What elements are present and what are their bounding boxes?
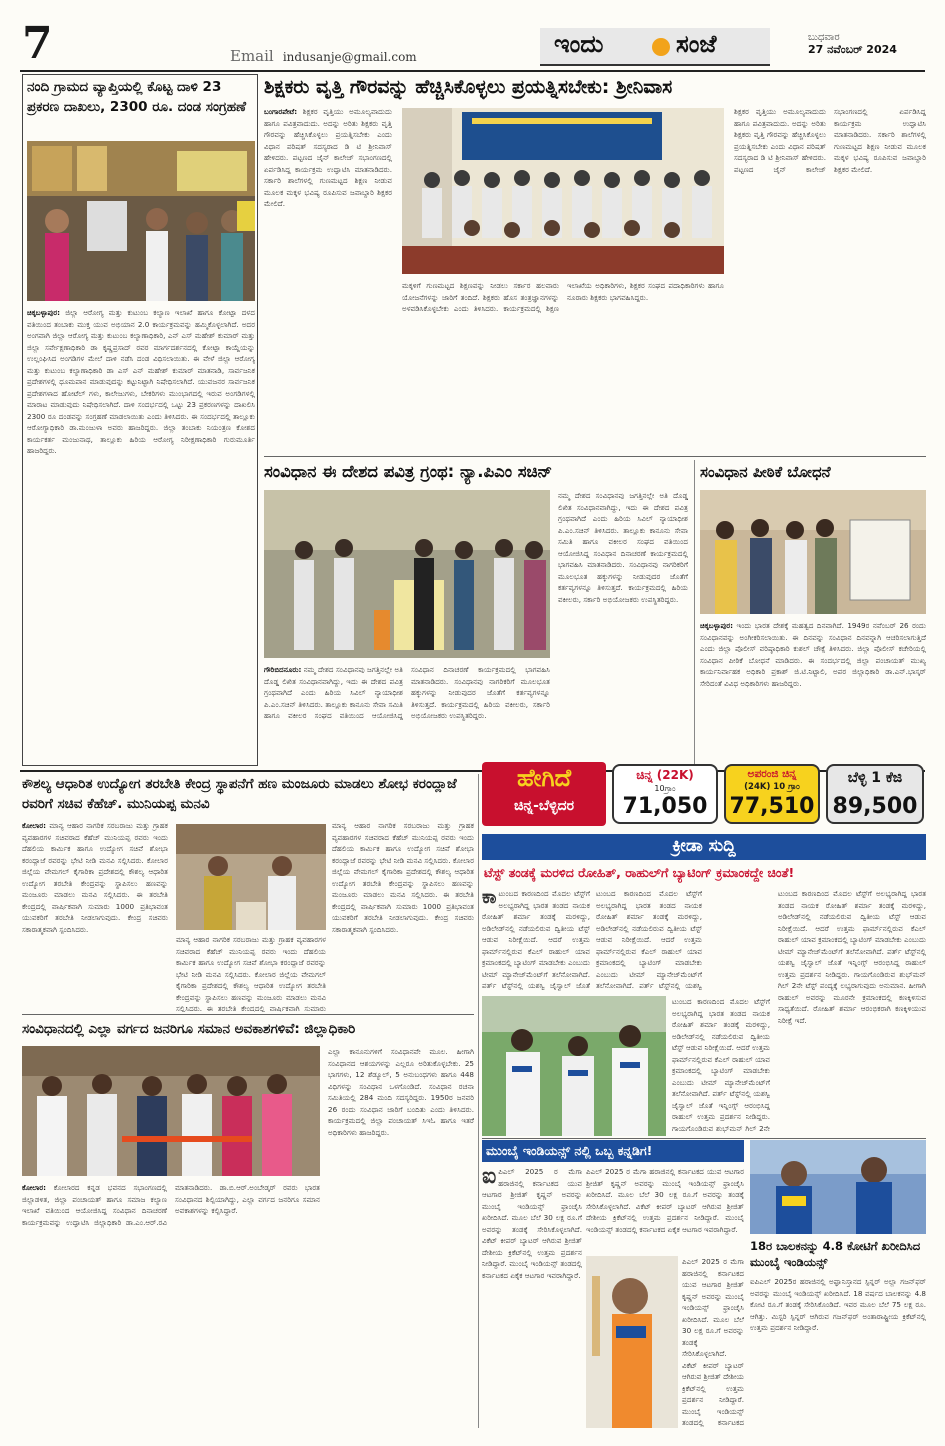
story-constitution-text: ನಮ್ಮ ದೇಶದ ಸಂವಿಧಾನವು ಜಗತ್ತಿನಲ್ಲೇ ಅತಿ ದೊಡ್ಡ ಲಿಖಿತ ಸಂವಿಧಾನವಾಗಿದ್ದು, ಇದು ಈ ದೇಶದ ಪವಿತ್ರ ಗ್ರಂಥವಾಗಿದೆ ಎಂದು ಹಿರಿಯ ಸಿವಿಲ್ ನ್ಯಾಯಾಧೀಶ ಪಿ.ಎಂ.ಸಚಿನ್ ತಿಳಿಸಿದರು. ತಾಲ್ಲೂಕು ಕಾನೂನು ಸೇವಾ ಸಮಿತಿ ಹಾಗೂ ವಕೀಲರ ಸಂಘದ ವತಿಯಿಂದ ಆಯೋಜಿಸಿದ್ದ ಸಂವಿಧಾನ ದಿನಾಚರಣೆ ಕಾರ್ಯಕ್ರಮದಲ್ಲಿ ಭಾಗವಹಿಸಿ ಮಾತನಾಡಿದರು. ಸಂವಿಧಾನವು ನಾಗರಿಕರಿಗೆ ಮೂಲಭೂತ ಹಕ್ಕುಗಳನ್ನು ನೀಡುವುದರ ಜೊತೆಗೆ ಕರ್ತವ್ಯಗಳನ್ನೂ ತಿಳಿಸುತ್ತದೆ. ಕಾರ್ಯಕ್ರಮದಲ್ಲಿ ಹಿರಿಯ ವಕೀಲರು, ಸರ್ಕಾರಿ ಅಭಿಯೋಜಕರು ಉಪಸ್ಥಿತರಿದ್ದರು. xyxy=(264,665,550,720)
allah-headline[interactable]: 18ರ ಬಾಲಕನನ್ನು 4.8 ಕೋಟಿಗೆ ಖರೀದಿಸಿದ ಮುಂಬೈ ಇಂಡಿಯನ್ಸ್ xyxy=(750,1239,921,1269)
gold24-box xyxy=(724,764,820,824)
story-constitution-headline[interactable]: ಸಂವಿಧಾನ ಈ ದೇಶದ ಪವಿತ್ರ ಗ್ರಂಥ: ನ್ಯಾ.ಪಿಎಂ ಸಚಿನ್ xyxy=(264,462,553,481)
story-equal-col1 xyxy=(22,1182,320,1426)
story-teachers xyxy=(264,74,926,454)
story-constitution-col2 xyxy=(558,490,688,764)
story-preamble-text: ಇಂದು ಭಾರತ ದೇಶಕ್ಕೆ ಮಹತ್ವದ ದಿನವಾಗಿದೆ. 1949ರ ನವೆಂಬರ್ 26 ರಂದು ಸಂವಿಧಾನವನ್ನು ಅಂಗೀಕರಿಸಲಾಯಿತು. ಈ ದಿನವನ್ನು ಸಂವಿಧಾನ ದಿನವನ್ನಾಗಿ ಆಚರಿಸಲಾಗುತ್ತಿದೆ ಎಂದು ಜಿಲ್ಲಾ ಪೊಲೀಸ್ ವರಿಷ್ಠಾಧಿಕಾರಿ ಕುಶಲ್ ಚೌಕ್ಸೆ ತಿಳಿಸಿದರು. ಜಿಲ್ಲಾ ಪೊಲೀಸ್ ಕಚೇರಿಯಲ್ಲಿ ಸಂವಿಧಾನ ಪೀಠಿಕೆ ಬೋಧನೆ ಮಾಡಿದರು. ಈ ಸಂದರ್ಭದಲ್ಲಿ ಜಿಲ್ಲಾ ಪಂಚಾಯತ್ ಮುಖ್ಯ ಕಾರ್ಯನಿರ್ವಾಹಕ ಅಧಿಕಾರಿ ಪ್ರಕಾಶ್ ಜಿ.ಟಿ.ನಿಟ್ಟಾಲಿ, ಅಪರ ಜಿಲ್ಲಾಧಿಕಾರಿ ಡಾ.ಎನ್.ಭಾಸ್ಕರ್ ಸೇರಿದಂತೆ ವಿವಿಧ ಅಧಿಕಾರಿಗಳು ಹಾಜರಿದ್ದರು. xyxy=(700,621,926,688)
gold-title-top: ಹೇಗಿದೆ xyxy=(516,764,572,792)
story-skill-text: ಮಾನ್ಯ ಆಹಾರ ನಾಗರಿಕ ಸರಬರಾಜು ಮತ್ತು ಗ್ರಾಹಕ ವ್ಯವಹಾರಗಳ ಸಚಿವರಾದ ಕೆಹೆಚ್ ಮುನಿಯಪ್ಪ ರವರು ಇಂದು ದೆಹಲಿಯ ಕಾರ್ಮಿಕ ಹಾಗೂ ಉದ್ಯೋಗ ಸಚಿವೆ ಶೋಭಾ ಕರಂದ್ಲಾಜೆ ರವರನ್ನು ಭೇಟಿ ನೀಡಿ ಮನವಿ ಸಲ್ಲಿಸಿದರು. ಕೋಲಾರ ಜಿಲ್ಲೆಯ ವೇಮಗಲ್ ಕೈಗಾರಿಕಾ ಪ್ರದೇಶದಲ್ಲಿ ಕೌಶಲ್ಯ ಆಧಾರಿತ ಉದ್ಯೋಗ ತರಬೇತಿ ಕೇಂದ್ರವನ್ನು ಸ್ಥಾಪಿಸಲು ಹಣವನ್ನು ಮಂಜೂರು ಮಾಡಲು ಮನವಿ ಸಲ್ಲಿಸಿದರು. ಈ ತರಬೇತಿ ಕೇಂದ್ರದಲ್ಲಿ ವಾರ್ಷಿಕವಾಗಿ ಸುಮಾರು 1000 ಪ್ರತಿಭಾವಂತ ಯುವಕರಿಗೆ ತರಬೇತಿ ನೀಡಲಾಗುವುದು. ಕೇಂದ್ರ ಸಚಿವರು ಸಕಾರಾತ್ಮಕವಾಗಿ ಸ್ಪಂದಿಸಿದರು. xyxy=(22,821,168,934)
gold-rates xyxy=(482,762,926,828)
story-teachers-text-1: ಶಿಕ್ಷಕರ ವೃತ್ತಿಯು ಅಮೂಲ್ಯವಾದುದು ಹಾಗೂ ಪವಿತ್ರವಾದುದು. ಅದನ್ನು ಅರಿತು ಶಿಕ್ಷಕರು ವೃತ್ತಿ ಗೌರವನ್ನು ಹೆಚ್ಚಿಸಿಕೊಳ್ಳಲು ಪ್ರಯತ್ನಿಸಬೇಕು ಎಂದು ವಿಧಾನ ಪರಿಷತ್ ಸದಸ್ಯರಾದ ಡಿ ಟಿ ಶ್ರೀನಿವಾಸ್ ಹೇಳಿದರು. ಪಟ್ಟಣದ ಜೈನ್ ಕಾಲೇಜ್ ಸಭಾಂಗಣದಲ್ಲಿ ಏರ್ಪಡಿಸಿದ್ದ ಕಾರ್ಯಕ್ರಮ ಉದ್ಘಾಟಿಸಿ ಮಾತನಾಡಿದರು. ಸರ್ಕಾರಿ ಶಾಲೆಗಳಲ್ಲಿ ಗುಣಮಟ್ಟದ ಶಿಕ್ಷಣ ನೀಡುವ ಮೂಲಕ ಮಕ್ಕಳ ಭವಿಷ್ಯ ರೂಪಿಸುವ ಜವಾಬ್ದಾರಿ ಶಿಕ್ಷಕರ ಮೇಲಿದೆ. xyxy=(264,107,392,208)
story-fine-text: ಜಿಲ್ಲಾ ಆರೋಗ್ಯ ಮತ್ತು ಕುಟುಂಬ ಕಲ್ಯಾಣ ಇಲಾಖೆ ಹಾಗೂ ಕೋಟ್ಪಾ ದಳದ ವತಿಯಿಂದ ತಂಬಾಕು ಮುಕ್ತ ಯುವ ಅಭಿಯಾನ 2.0 ಕಾರ್ಯಕ್ರಮವನ್ನು ಹಮ್ಮಿಕೊಳ್ಳಲಾಗಿದೆ. ಅದರ ಅಂಗವಾಗಿ ಜಿಲ್ಲಾ ಆರೋಗ್ಯ ಮತ್ತು ಕುಟುಂಬ ಕಲ್ಯಾಣಾಧಿಕಾರಿ, ಎನ್ ಎಸ್ ಮಹೇಶ್ ಕುಮಾರ್ ಮತ್ತು ಜಿಲ್ಲಾ ಸರ್ವೇಕ್ಷಣಾಧಿಕಾರಿ ಡಾ ಕೃಷ್ಣಪ್ರಸಾದ್ ರವರ ಮಾರ್ಗದರ್ಶನದಲ್ಲಿ ಕೋಟ್ಪಾ ಕಾಯ್ದೆಯನ್ನು ಉಲ್ಲಂಘಿಸಿದ ಅಂಗಡಿಗಳ ಮೇಲೆ ದಾಳಿ ನಡೆಸಿ ದಂಡ ವಿಧಿಸಲಾಯಿತು. ಈ ವೇಳೆ ಜಿಲ್ಲಾ ಆರೋಗ್ಯ ಮತ್ತು ಕುಟುಂಬ ಕಲ್ಯಾಣಾಧಿಕಾರಿ ಡಾ ಎಸ್ ಎನ್ ಮಹೇಶ್ ಕುಮಾರ್ ಮಾತನಾಡಿ, ಸಾರ್ವಜನಿಕ ಪ್ರದೇಶಗಳಲ್ಲಿ ಧೂಮಪಾನ ಮಾಡುವುದನ್ನು ಕಟ್ಟುನಿಟ್ಟಾಗಿ ನಿಷೇಧಿಸಲಾಗಿದೆ. ಯುವಜನರ ಸಾರ್ವಜನಿಕ ಪ್ರದೇಶಗಳಾದ ಹೋಟೆಲ್ ಗಳು, ಕಾಲೇಜುಗಳು, ಬೇಕರಿಗಳು ಮುಂಭಾಗದಲ್ಲಿ ಇರುವ ಅಂಗಡಿಗಳಲ್ಲಿ ಮಾರಾಟ ಮಾಡುವುದು ನಿಷೇಧಿಸಲಾಗಿದೆ. ದಾಳಿ ಸಂದರ್ಭದಲ್ಲಿ ಒಟ್ಟು 23 ಪ್ರಕರಣಗಳನ್ನು ದಾಖಲಿಸಿ 2300 ರೂ ದಂಡವನ್ನು ಸಂಗ್ರಹಣೆ ಮಾಡಲಾಯಿತು ಎಂದು ತಿಳಿಸಿದರು. ಈ ಸಂದರ್ಭದಲ್ಲಿ ತಾಲ್ಲೂಕು ಆರೋಗ್ಯಾಧಿಕಾರಿ ಡಾ.ಮಂಜುಳಾ ಅವರು ಹಾಜರಿದ್ದರು. ಜಿಲ್ಲಾ ತಂಬಾಕು ನಿಯಂತ್ರಣ ಕೋಶದ ಕಾರ್ಯಕರ್ತ ಮಂಜುನಾಥ, ತಾಲ್ಲೂಕು ಹಿರಿಯ ಆರೋಗ್ಯ ನಿರೀಕ್ಷಣಾಧಿಕಾರಿ ಗುರುಮೂರ್ತಿ ಹಾಜರಿದ್ದರು. xyxy=(27,308,255,455)
sports-col1 xyxy=(482,888,590,992)
sports-section xyxy=(482,834,926,1138)
story-mumbai xyxy=(482,1140,744,1430)
story-equal-text-2: ಎಲ್ಲಾ ಕಾನೂನುಗಳಿಗೆ ಸಂವಿಧಾನವೇ ಮೂಲ. ಹೀಗಾಗಿ ಸಂವಿಧಾನದ ಆಶಯಗಳನ್ನು ಎಲ್ಲರೂ ಅರಿತುಕೊಳ್ಳಬೇಕು. 25 ಭಾಗಗಳು, 12 ಶೆಡ್ಯೂಲ್, 5 ಅನುಬಂಧಗಳು ಹಾಗೂ 448 ವಿಧಿಗಳನ್ನು ಸಂವಿಧಾನ ಒಳಗೊಂಡಿದೆ. ಸಂವಿಧಾನ ರಚನಾ ಸಮಿತಿಯಲ್ಲಿ 284 ಮಂದಿ ಸದಸ್ಯರಿದ್ದರು. 1950ರ ಜನವರಿ 26 ರಂದು ಸಂವಿಧಾನ ಜಾರಿಗೆ ಬಂದಿತು ಎಂದು ತಿಳಿಸಿದರು. ಕಾರ್ಯಕ್ರಮದಲ್ಲಿ ಜಿಲ್ಲಾ ಪಂಚಾಯತ್ ಸಿಇಓ ಹಾಗೂ ಇತರೆ ಅಧಿಕಾರಿಗಳು ಹಾಜರಿದ್ದರು. xyxy=(328,1047,474,1137)
silver-box xyxy=(826,764,924,824)
story-preamble-photo xyxy=(700,490,926,614)
story-teachers-photo xyxy=(402,108,724,274)
sports-text-3: ಟುಂಬದ ಕಾರಣದಿಂದ ಮೊದಲ ಟೆಸ್ಟ್‌ಗೆ ಅಲಭ್ಯರಾಗಿದ್ದ ಭಾರತ ತಂಡದ ನಾಯಕ ರೋಹಿತ್ ಶರ್ಮಾ ತಂಡಕ್ಕೆ ಮರಳಿದ್ದು, ಅಡಿಲೇಡ್‌ನಲ್ಲಿ ನಡೆಯಲಿರುವ ದ್ವಿತೀಯ ಟೆಸ್ಟ್ ಆಡುವ ನಿರೀಕ್ಷೆಯಿದೆ. ಆದರೆ ಉತ್ತಮ ಫಾರ್ಮ್‌ನಲ್ಲಿರುವ ಕೆಎಲ್ ರಾಹುಲ್ ಯಾವ ಕ್ರಮಾಂಕದಲ್ಲಿ ಬ್ಯಾಟಿಂಗ್ ಮಾಡಬೇಕು ಎಂಬುದು ಟೀಮ್ ಮ್ಯಾನೇಜ್‌ಮೆಂಟ್‌ಗೆ ತಲೆನೋವಾಗಿದೆ. ಪರ್ತ್ ಟೆಸ್ಟ್‌ನಲ್ಲಿ ಯಶಸ್ವಿ ಜೈಸ್ವಾಲ್ ಜೊತೆ ಇನ್ನಿಂಗ್ಸ್ ಆರಂಭಿಸಿದ್ದ ರಾಹುಲ್ ಉತ್ತಮ ಪ್ರದರ್ಶನ ನೀಡಿದ್ದರು. ಗಾಯಗೊಂಡಿರುವ ಶುಭ್‌ಮನ್ ಗಿಲ್ 2ನೇ xyxy=(672,997,770,1133)
sports-col4 xyxy=(778,888,926,1136)
ribbon-cutting-photo xyxy=(22,1046,320,1176)
story-skill-text-2: ಮಾನ್ಯ ಆಹಾರ ನಾಗರಿಕ ಸರಬರಾಜು ಮತ್ತು ಗ್ರಾಹಕ ವ್ಯವಹಾರಗಳ ಸಚಿವರಾದ ಕೆಹೆಚ್ ಮುನಿಯಪ್ಪ ರವರು ಇಂದು ದೆಹಲಿಯ ಕಾರ್ಮಿಕ ಹಾಗೂ ಉದ್ಯೋಗ ಸಚಿವೆ ಶೋಭಾ ಕರಂದ್ಲಾಜೆ ರವರನ್ನು ಭೇಟಿ ನೀಡಿ ಮನವಿ ಸಲ್ಲಿಸಿದರು. ಕೋಲಾರ ಜಿಲ್ಲೆಯ ವೇಮಗಲ್ ಕೈಗಾರಿಕಾ ಪ್ರದೇಶದಲ್ಲಿ ಕೌಶಲ್ಯ ಆಧಾರಿತ ಉದ್ಯೋಗ ತರಬೇತಿ ಕೇಂದ್ರವನ್ನು ಸ್ಥಾಪಿಸಲು ಹಣವನ್ನು ಮಂಜೂರು ಮಾಡಲು ಮನವಿ ಸಲ್ಲಿಸಿದರು. ಈ ತರಬೇತಿ ಕೇಂದ್ರದಲ್ಲಿ ವಾರ್ಷಿಕವಾಗಿ ಸುಮಾರು xyxy=(176,935,326,1012)
story-allah xyxy=(750,1140,926,1430)
mumbai-col2 xyxy=(586,1166,744,1254)
dateline-block xyxy=(808,32,897,57)
gold24-value: 77,510 xyxy=(729,794,815,819)
mumbai-col1 xyxy=(482,1166,582,1428)
mumbai-col3 xyxy=(682,1256,744,1428)
story-teachers-text-2: ಮಕ್ಕಳಿಗೆ ಗುಣಮಟ್ಟದ ಶಿಕ್ಷಣವನ್ನು ನೀಡಲು ಸರ್ಕಾರ ಹಲವಾರು ಯೋಜನೆಗಳನ್ನು ಜಾರಿಗೆ ತಂದಿದೆ. ಶಿಕ್ಷಕರು ಹೊಸ ತಂತ್ರಜ್ಞಾನಗಳನ್ನು ಅಳವಡಿಸಿಕೊಳ್ಳಬೇಕು ಎಂದು ತಿಳಿಸಿದರು. ಕಾರ್ಯಕ್ರಮದಲ್ಲಿ ಶಿಕ್ಷಣ ಇಲಾಖೆಯ ಅಧಿಕಾರಿಗಳು, ಶಿಕ್ಷಕರ ಸಂಘದ ಪದಾಧಿಕಾರಿಗಳು ಹಾಗೂ ನೂರಾರು ಶಿಕ್ಷಕರು ಭಾಗವಹಿಸಿದ್ದರು. xyxy=(402,281,724,313)
story-teachers-text-3: ಶಿಕ್ಷಕರ ವೃತ್ತಿಯು ಅಮೂಲ್ಯವಾದುದು ಹಾಗೂ ಪವಿತ್ರವಾದುದು. ಅದನ್ನು ಅರಿತು ಶಿಕ್ಷಕರು ವೃತ್ತಿ ಗೌರವನ್ನು ಹೆಚ್ಚಿಸಿಕೊಳ್ಳಲು ಪ್ರಯತ್ನಿಸಬೇಕು ಎಂದು ವಿಧಾನ ಪರಿಷತ್ ಸದಸ್ಯರಾದ ಡಿ ಟಿ ಶ್ರೀನಿವಾಸ್ ಹೇಳಿದರು. ಪಟ್ಟಣದ ಜೈನ್ ಕಾಲೇಜ್ ಸಭಾಂಗಣದಲ್ಲಿ ಏರ್ಪಡಿಸಿದ್ದ ಕಾರ್ಯಕ್ರಮ ಉದ್ಘಾಟಿಸಿ ಮಾತನಾಡಿದರು. ಸರ್ಕಾರಿ ಶಾಲೆಗಳಲ್ಲಿ ಗುಣಮಟ್ಟದ ಶಿಕ್ಷಣ ನೀಡುವ ಮೂಲಕ ಮಕ್ಕಳ ಭವಿಷ್ಯ ರೂಪಿಸುವ ಜವಾಬ್ದಾರಿ ಶಿಕ್ಷಕರ ಮೇಲಿದೆ. xyxy=(734,107,926,174)
divider-teachers xyxy=(264,456,926,457)
gold22-unit: 10ಗ್ರಾಂ xyxy=(654,784,676,793)
gold24-label: ಅಪರಂಜಿ ಚಿನ್ನ xyxy=(747,768,797,780)
story-constitution-text-2: ನಮ್ಮ ದೇಶದ ಸಂವಿಧಾನವು ಜಗತ್ತಿನಲ್ಲೇ ಅತಿ ದೊಡ್ಡ ಲಿಖಿತ ಸಂವಿಧಾನವಾಗಿದ್ದು, ಇದು ಈ ದೇಶದ ಪವಿತ್ರ ಗ್ರಂಥವಾಗಿದೆ ಎಂದು ಹಿರಿಯ ಸಿವಿಲ್ ನ್ಯಾಯಾಧೀಶ ಪಿ.ಎಂ.ಸಚಿನ್ ತಿಳಿಸಿದರು. ತಾಲ್ಲೂಕು ಕಾನೂನು ಸೇವಾ ಸಮಿತಿ ಹಾಗೂ ವಕೀಲರ ಸಂಘದ ವತಿಯಿಂದ ಆಯೋಜಿಸಿದ್ದ ಸಂವಿಧಾನ ದಿನಾಚರಣೆ ಕಾರ್ಯಕ್ರಮದಲ್ಲಿ ಭಾಗವಹಿಸಿ ಮಾತನಾಡಿದರು. ಸಂವಿಧಾನವು ನಾಗರಿಕರಿಗೆ ಮೂಲಭೂತ ಹಕ್ಕುಗಳನ್ನು ನೀಡುವುದರ ಜೊತೆಗೆ ಕರ್ತವ್ಯಗಳನ್ನೂ ತಿಳಿಸುತ್ತದೆ. ಕಾರ್ಯಕ್ರಮದಲ್ಲಿ ಹಿರಿಯ ವಕೀಲರು, ಸರ್ಕಾರಿ ಅಭಿಯೋಜಕರು ಉಪಸ್ಥಿತರಿದ್ದರು. xyxy=(558,491,688,604)
silver-value: 89,500 xyxy=(832,794,918,819)
story-fine-body xyxy=(27,307,255,763)
story-skill-photo xyxy=(176,824,326,930)
story-preamble xyxy=(700,460,926,766)
email-label: Email xyxy=(230,47,274,65)
sports-section-title: ಕ್ರೀಡಾ ಸುದ್ದಿ xyxy=(672,836,736,856)
sports-headline[interactable]: ಟೆಸ್ಟ್ ತಂಡಕ್ಕೆ ಮರಳಿದ ರೋಹಿತ್, ರಾಹುಲ್‌ಗೆ ಬ್ಯಾಟಿಂಗ್ ಕ್ರಮಾಂಕದ್ದೇ ಚಿಂತೆ! xyxy=(484,865,795,880)
constitution-event-photo xyxy=(264,490,550,658)
mi-players-photo xyxy=(750,1140,926,1234)
story-equal-headline[interactable]: ಸಂವಿಧಾನದಲ್ಲಿ ಎಲ್ಲಾ ವರ್ಗದ ಜನರಿಗೂ ಸಮಾನ ಅವಕಾಶಗಳಿವೆ: ಜಿಲ್ಲಾಧಿಕಾರಿ xyxy=(22,1021,356,1037)
masthead-rule xyxy=(20,70,925,72)
story-equal-dateline: ಕೋಲಾರ: xyxy=(22,1183,47,1192)
divider-sports xyxy=(482,1138,926,1139)
story-constitution-dateline: ಗೌರಿಬಿದನೂರು: xyxy=(264,665,302,674)
sports-col3 xyxy=(672,996,770,1136)
logo-left: ಇಂದು xyxy=(554,30,604,58)
cricket-team-photo xyxy=(482,996,666,1136)
mumbai-text-2: ಪಿಎಲ್ 2025 ರ ಮೆಗಾ ಹರಾಜಿನಲ್ಲಿ ಕರ್ನಾಟಕದ ಯುವ ಆಟಗಾರ ಶ್ರೀಜಿತ್ ಕೃಷ್ಣನ್ ಅವರನ್ನು ಮುಂಬೈ ಇಂಡಿಯನ್ಸ್ ಫ್ರಾಂಚೈಸಿ ಖರೀದಿಸಿದೆ. ಮೂಲ ಬೆಲೆ 30 ಲಕ್ಷ ರೂ.ಗೆ ಅವರನ್ನು ತಂಡಕ್ಕೆ ಸೇರಿಸಿಕೊಳ್ಳಲಾಗಿದೆ. ವಿಕೆಟ್ ಕೀಪರ್ ಬ್ಯಾಟರ್ ಆಗಿರುವ ಶ್ರೀಜಿತ್ ದೇಶೀಯ ಕ್ರಿಕೆಟ್‌ನಲ್ಲಿ ಉತ್ತಮ ಪ್ರದರ್ಶನ ನೀಡಿದ್ದಾರೆ. ಮುಂಬೈ ಇಂಡಿಯನ್ಸ್ ತಂಡದಲ್ಲಿ ಕರ್ನಾಟಕದ ಏಕೈಕ ಆಟಗಾರ ಇವರಾಗಿದ್ದಾರೆ. xyxy=(586,1167,744,1234)
allah-photo xyxy=(750,1140,926,1234)
story-preamble-body xyxy=(700,620,926,762)
story-skill-text-3: ಮಾನ್ಯ ಆಹಾರ ನಾಗರಿಕ ಸರಬರಾಜು ಮತ್ತು ಗ್ರಾಹಕ ವ್ಯವಹಾರಗಳ ಸಚಿವರಾದ ಕೆಹೆಚ್ ಮುನಿಯಪ್ಪ ರವರು ಇಂದು ದೆಹಲಿಯ ಕಾರ್ಮಿಕ ಹಾಗೂ ಉದ್ಯೋಗ ಸಚಿವೆ ಶೋಭಾ ಕರಂದ್ಲಾಜೆ ರವರನ್ನು ಭೇಟಿ ನೀಡಿ ಮನವಿ ಸಲ್ಲಿಸಿದರು. ಕೋಲಾರ ಜಿಲ್ಲೆಯ ವೇಮಗಲ್ ಕೈಗಾರಿಕಾ ಪ್ರದೇಶದಲ್ಲಿ ಕೌಶಲ್ಯ ಆಧಾರಿತ ಉದ್ಯೋಗ ತರಬೇತಿ ಕೇಂದ್ರವನ್ನು ಸ್ಥಾಪಿಸಲು ಹಣವನ್ನು ಮಂಜೂರು ಮಾಡಲು ಮನವಿ ಸಲ್ಲಿಸಿದರು. ಈ ತರಬೇತಿ ಕೇಂದ್ರದಲ್ಲಿ ವಾರ್ಷಿಕವಾಗಿ ಸುಮಾರು 1000 ಪ್ರತಿಭಾವಂತ ಯುವಕರಿಗೆ ತರಬೇತಿ ನೀಡಲಾಗುವುದು. ಕೇಂದ್ರ ಸಚಿವರು ಸಕಾರಾತ್ಮಕವಾಗಿ ಸ್ಪಂದಿಸಿದರು. xyxy=(332,821,474,934)
story-skill-col3 xyxy=(332,820,474,1012)
email-block xyxy=(230,46,417,65)
sports-text-4: ಟುಂಬದ ಕಾರಣದಿಂದ ಮೊದಲ ಟೆಸ್ಟ್‌ಗೆ ಅಲಭ್ಯರಾಗಿದ್ದ ಭಾರತ ತಂಡದ ನಾಯಕ ರೋಹಿತ್ ಶರ್ಮಾ ತಂಡಕ್ಕೆ ಮರಳಿದ್ದು, ಅಡಿಲೇಡ್‌ನಲ್ಲಿ ನಡೆಯಲಿರುವ ದ್ವಿತೀಯ ಟೆಸ್ಟ್ ಆಡುವ ನಿರೀಕ್ಷೆಯಿದೆ. ಆದರೆ ಉತ್ತಮ ಫಾರ್ಮ್‌ನಲ್ಲಿರುವ ಕೆಎಲ್ ರಾಹುಲ್ ಯಾವ ಕ್ರಮಾಂಕದಲ್ಲಿ ಬ್ಯಾಟಿಂಗ್ ಮಾಡಬೇಕು ಎಂಬುದು ಟೀಮ್ ಮ್ಯಾನೇಜ್‌ಮೆಂಟ್‌ಗೆ ತಲೆನೋವಾಗಿದೆ. ಪರ್ತ್ ಟೆಸ್ಟ್‌ನಲ್ಲಿ ಯಶಸ್ವಿ ಜೈಸ್ವಾಲ್ ಜೊತೆ ಇನ್ನಿಂಗ್ಸ್ ಆರಂಭಿಸಿದ್ದ ರಾಹುಲ್ ಉತ್ತಮ ಪ್ರದರ್ಶನ ನೀಡಿದ್ದರು. ಗಾಯಗೊಂಡಿರುವ ಶುಭ್‌ಮನ್ ಗಿಲ್ 2ನೇ ಟೆಸ್ಟ್ ಪಂದ್ಯಕ್ಕೆ ಲಭ್ಯರಾಗುವುದು ಅನುಮಾನ. ಹೀಗಾಗಿ ರಾಹುಲ್ ಅವರನ್ನು ಮೂರನೇ ಕ್ರಮಾಂಕದಲ್ಲಿ ಕಣಕ್ಕಿಳಿಸುವ ಸಾಧ್ಯತೆಯಿದೆ. ರೋಹಿತ್ ಶರ್ಮಾ ಆರಂಭಿಕರಾಗಿ ಕಣಕ್ಕಿಳಿಯುವ ನಿರೀಕ್ಷೆ ಇದೆ. xyxy=(778,889,926,1025)
story-constitution xyxy=(264,460,688,766)
email-address[interactable]: indusanje@gmail.com xyxy=(282,50,417,64)
story-fine xyxy=(22,74,258,766)
logo-right: ಸಂಜೆ xyxy=(676,30,717,58)
issue-day: ಬುಧವಾರ xyxy=(808,32,840,43)
story-equal-text-1: ಕೋಲಾರದ ಕನ್ನಡ ಭವನದ ಸಭಾಂಗಣದಲ್ಲಿ ಜಿಲ್ಲಾಡಳಿತ, ಜಿಲ್ಲಾ ಪಂಚಾಯತ್ ಹಾಗೂ ಸಮಾಜ ಕಲ್ಯಾಣ ಇಲಾಖೆ ವತಿಯಿಂದ ಆಯೋಜಿಸಿದ್ದ ಸಂವಿಧಾನ ದಿನಾಚರಣೆ ಕಾರ್ಯಕ್ರಮವನ್ನು ಉದ್ಘಾಟಿಸಿ ಜಿಲ್ಲಾಧಿಕಾರಿ ಡಾ.ಎಂ.ಆರ್.ರವಿ ಮಾತನಾಡಿದರು. ಡಾ.ಬಿ.ಆರ್.ಅಂಬೇಡ್ಕರ್ ರವರು ಭಾರತ ಸಂವಿಧಾನದ ಶಿಲ್ಪಿಯಾಗಿದ್ದು, ಎಲ್ಲಾ ವರ್ಗದ ಜನರಿಗೂ ಸಮಾನ ಅವಕಾಶಗಳನ್ನು ಕಲ್ಪಿಸಿದ್ದಾರೆ. xyxy=(22,1183,320,1227)
sports-drop-cap: ಕಾ xyxy=(482,888,497,908)
story-fine-headline[interactable]: ನಂದಿ ಗ್ರಾಮದ ವ್ಯಾಪ್ತಿಯಲ್ಲಿ ಕೊಟ್ಟ ದಾಳಿ 23 ಪ್ರಕರಣ ದಾಖಲು, 2300 ರೂ. ದಂಡ ಸಂಗ್ರಹಣೆ xyxy=(27,79,246,115)
story-equal xyxy=(22,1018,474,1428)
mumbai-text: ಪಿಎಲ್ 2025 ರ ಮೆಗಾ ಹರಾಜಿನಲ್ಲಿ ಕರ್ನಾಟಕದ ಯುವ ಆಟಗಾರ ಶ್ರೀಜಿತ್ ಕೃಷ್ಣನ್ ಅವರನ್ನು ಮುಂಬೈ ಇಂಡಿಯನ್ಸ್ ಫ್ರಾಂಚೈಸಿ ಖರೀದಿಸಿದೆ. ಮೂಲ ಬೆಲೆ 30 ಲಕ್ಷ ರೂ.ಗೆ ಅವರನ್ನು ತಂಡಕ್ಕೆ ಸೇರಿಸಿಕೊಳ್ಳಲಾಗಿದೆ. ವಿಕೆಟ್ ಕೀಪರ್ ಬ್ಯಾಟರ್ ಆಗಿರುವ ಶ್ರೀಜಿತ್ ದೇಶೀಯ ಕ್ರಿಕೆಟ್‌ನಲ್ಲಿ ಉತ್ತಮ ಪ್ರದರ್ಶನ ನೀಡಿದ್ದಾರೆ. ಮುಂಬೈ ಇಂಡಿಯನ್ಸ್ ತಂಡದಲ್ಲಿ ಕರ್ನಾಟಕದ ಏಕೈಕ ಆಟಗಾರ ಇವರಾಗಿದ್ದಾರೆ. xyxy=(482,1167,582,1280)
gold-title-bottom: ಚಿನ್ನ-ಬೆಳ್ಳಿದರ xyxy=(514,798,574,814)
story-teachers-col2 xyxy=(402,280,724,450)
mumbai-photo xyxy=(586,1256,678,1428)
mumbai-text-3: ಪಿಎಲ್ 2025 ರ ಮೆಗಾ ಹರಾಜಿನಲ್ಲಿ ಕರ್ನಾಟಕದ ಯುವ ಆಟಗಾರ ಶ್ರೀಜಿತ್ ಕೃಷ್ಣನ್ ಅವರನ್ನು ಮುಂಬೈ ಇಂಡಿಯನ್ಸ್ ಫ್ರಾಂಚೈಸಿ ಖರೀದಿಸಿದೆ. ಮೂಲ ಬೆಲೆ 30 ಲಕ್ಷ ರೂ.ಗೆ ಅವರನ್ನು ತಂಡಕ್ಕೆ ಸೇರಿಸಿಕೊಳ್ಳಲಾಗಿದೆ. ವಿಕೆಟ್ ಕೀಪರ್ ಬ್ಯಾಟರ್ ಆಗಿರುವ ಶ್ರೀಜಿತ್ ದೇಶೀಯ ಕ್ರಿಕೆಟ್‌ನಲ್ಲಿ ಉತ್ತಮ ಪ್ರದರ್ಶನ ನೀಡಿದ್ದಾರೆ. ಮುಂಬೈ ಇಂಡಿಯನ್ಸ್ ತಂಡದಲ್ಲಿ ಕರ್ನಾಟಕದ xyxy=(682,1257,744,1427)
sports-col2 xyxy=(596,888,702,992)
silver-label: ಬೆಳ್ಳಿ 1 ಕೆಜಿ xyxy=(847,770,903,786)
story-skill-col1 xyxy=(22,820,168,1012)
allah-text: ಐಪಿಎಲ್ 2025ರ ಹರಾಜಿನಲ್ಲಿ ಅಫ್ಘಾನಿಸ್ತಾನದ ಸ್ಪಿನ್ನರ್ ಅಲ್ಲಾ ಗಜನ್‌ಫರ್ ಅವರನ್ನು ಮುಂಬೈ ಇಂಡಿಯನ್ಸ್ ಖರೀದಿಸಿದೆ. 18 ವರ್ಷದ ಬಾಲಕನನ್ನು 4.8 ಕೋಟಿ ರೂ.ಗೆ ತಂಡಕ್ಕೆ ಸೇರಿಸಿಕೊಂಡಿದೆ. ಇವರ ಮೂಲ ಬೆಲೆ 75 ಲಕ್ಷ ರೂ. ಆಗಿತ್ತು. ಮಿಸ್ಟರಿ ಸ್ಪಿನ್ನರ್ ಆಗಿರುವ ಗಜನ್‌ಫರ್ ಅಂತಾರಾಷ್ಟ್ರೀಯ ಕ್ರಿಕೆಟ್‌ನಲ್ಲಿ ಉತ್ತಮ ಪ್ರದರ್ಶನ ನೀಡಿದ್ದಾರೆ. xyxy=(750,1277,926,1332)
story-skill xyxy=(22,774,474,1014)
gold22-value: 71,050 xyxy=(622,794,708,819)
divider-constitution xyxy=(694,460,695,766)
logo-sun-icon xyxy=(652,38,670,56)
mumbai-headline-bar xyxy=(482,1140,744,1162)
story-skill-col2 xyxy=(176,934,326,1012)
story-teachers-headline[interactable]: ಶಿಕ್ಷಕರು ವೃತ್ತಿ ಗೌರವನ್ನು ಹೆಚ್ಚಿಸಿಕೊಳ್ಳಲು ಪ್ರಯತ್ನಿಸಬೇಕು: ಶ್ರೀನಿವಾಸ xyxy=(264,76,673,98)
paper-logo xyxy=(540,28,770,66)
divider-right-column xyxy=(478,774,479,1428)
story-skill-headline[interactable]: ಕೌಶಲ್ಯ ಆಧಾರಿತ ಉದ್ಯೋಗ ತರಬೇತಿ ಕೇಂದ್ರ ಸ್ಥಾಪನೆಗೆ ಹಣ ಮಂಜೂರು ಮಾಡಲು ಶೋಭ ಕರಂದ್ಲಾಜೆ ರವರಿಗೆ ಸಚಿವ ಕೆಹೆಚ್. ಮುನಿಯಪ್ಪ ಮನವಿ xyxy=(22,776,457,812)
allah-body xyxy=(750,1276,926,1428)
story-constitution-photo xyxy=(264,490,550,658)
sports-text-2: ಟುಂಬದ ಕಾರಣದಿಂದ ಮೊದಲ ಟೆಸ್ಟ್‌ಗೆ ಅಲಭ್ಯರಾಗಿದ್ದ ಭಾರತ ತಂಡದ ನಾಯಕ ರೋಹಿತ್ ಶರ್ಮಾ ತಂಡಕ್ಕೆ ಮರಳಿದ್ದು, ಅಡಿಲೇಡ್‌ನಲ್ಲಿ ನಡೆಯಲಿರುವ ದ್ವಿತೀಯ ಟೆಸ್ಟ್ ಆಡುವ ನಿರೀಕ್ಷೆಯಿದೆ. ಆದರೆ ಉತ್ತಮ ಫಾರ್ಮ್‌ನಲ್ಲಿರುವ ಕೆಎಲ್ ರಾಹುಲ್ ಯಾವ ಕ್ರಮಾಂಕದಲ್ಲಿ ಬ್ಯಾಟಿಂಗ್ ಮಾಡಬೇಕು ಎಂಬುದು ಟೀಮ್ ಮ್ಯಾನೇಜ್‌ಮೆಂಟ್‌ಗೆ ತಲೆನೋವಾಗಿದೆ. ಪರ್ತ್ ಟೆಸ್ಟ್‌ನಲ್ಲಿ ಯಶಸ್ವಿ xyxy=(596,889,702,990)
gold-title-box xyxy=(482,762,606,826)
page-number: 7 xyxy=(22,18,53,69)
story-fine-photo xyxy=(27,141,255,301)
sports-text: ಟುಂಬದ ಕಾರಣದಿಂದ ಮೊದಲ ಟೆಸ್ಟ್‌ಗೆ ಅಲಭ್ಯರಾಗಿದ್ದ ಭಾರತ ತಂಡದ ನಾಯಕ ರೋಹಿತ್ ಶರ್ಮಾ ತಂಡಕ್ಕೆ ಮರಳಿದ್ದು, ಅಡಿಲೇಡ್‌ನಲ್ಲಿ ನಡೆಯಲಿರುವ ದ್ವಿತೀಯ ಟೆಸ್ಟ್ ಆಡುವ ನಿರೀಕ್ಷೆಯಿದೆ. ಆದರೆ ಉತ್ತಮ ಫಾರ್ಮ್‌ನಲ್ಲಿರುವ ಕೆಎಲ್ ರಾಹುಲ್ ಯಾವ ಕ್ರಮಾಂಕದಲ್ಲಿ ಬ್ಯಾಟಿಂಗ್ ಮಾಡಬೇಕು ಎಂಬುದು ಟೀಮ್ ಮ್ಯಾನೇಜ್‌ಮೆಂಟ್‌ಗೆ ತಲೆನೋವಾಗಿದೆ. ಪರ್ತ್ ಟೆಸ್ಟ್‌ನಲ್ಲಿ ಯಶಸ್ವಿ ಜೈಸ್ವಾಲ್ ಜೊತೆ xyxy=(482,889,590,990)
sports-banner xyxy=(482,834,926,860)
batsman-photo xyxy=(586,1256,678,1428)
divider-skill xyxy=(22,1014,474,1015)
mumbai-headline[interactable]: ಮುಂಬೈ ಇಂಡಿಯನ್ಸ್ ನಲ್ಲಿ ಒಬ್ಬ ಕನ್ನಡಿಗ! xyxy=(486,1143,653,1158)
story-teachers-col3 xyxy=(734,106,926,450)
story-constitution-col1 xyxy=(264,664,550,764)
sports-photo xyxy=(482,996,666,1136)
story-teachers-col1 xyxy=(264,106,392,450)
gold22-box xyxy=(612,764,718,824)
gold22-label: ಚಿನ್ನ (22K) xyxy=(636,768,694,782)
masthead xyxy=(0,0,945,70)
mumbai-drop-cap: ಐ xyxy=(482,1166,497,1189)
minister-meeting-photo xyxy=(176,824,326,930)
issue-date: 27 ನವೆಂಬರ್ 2024 xyxy=(808,43,897,56)
gold24-unit: (24K) 10 ಗ್ರಾಂ xyxy=(744,782,800,792)
story-equal-photo xyxy=(22,1046,320,1176)
story-skill-dateline: ಕೋಲಾರ: xyxy=(22,821,47,830)
story-equal-col2 xyxy=(328,1046,474,1426)
preamble-plaque-photo xyxy=(700,490,926,614)
teachers-stage-photo xyxy=(402,108,724,274)
shop-raid-photo xyxy=(27,141,255,301)
story-preamble-headline[interactable]: ಸಂವಿಧಾನ ಪೀಠಿಕೆ ಬೋಧನೆ xyxy=(700,463,831,481)
story-fine-dateline: ಚಿಕ್ಕಬಳ್ಳಾಪುರ: xyxy=(27,308,61,317)
story-teachers-dateline: ಬಂಗಾರಪೇಟೆ: xyxy=(264,107,298,116)
story-preamble-dateline: ಚಿಕ್ಕಬಳ್ಳಾಪುರ: xyxy=(700,621,734,630)
